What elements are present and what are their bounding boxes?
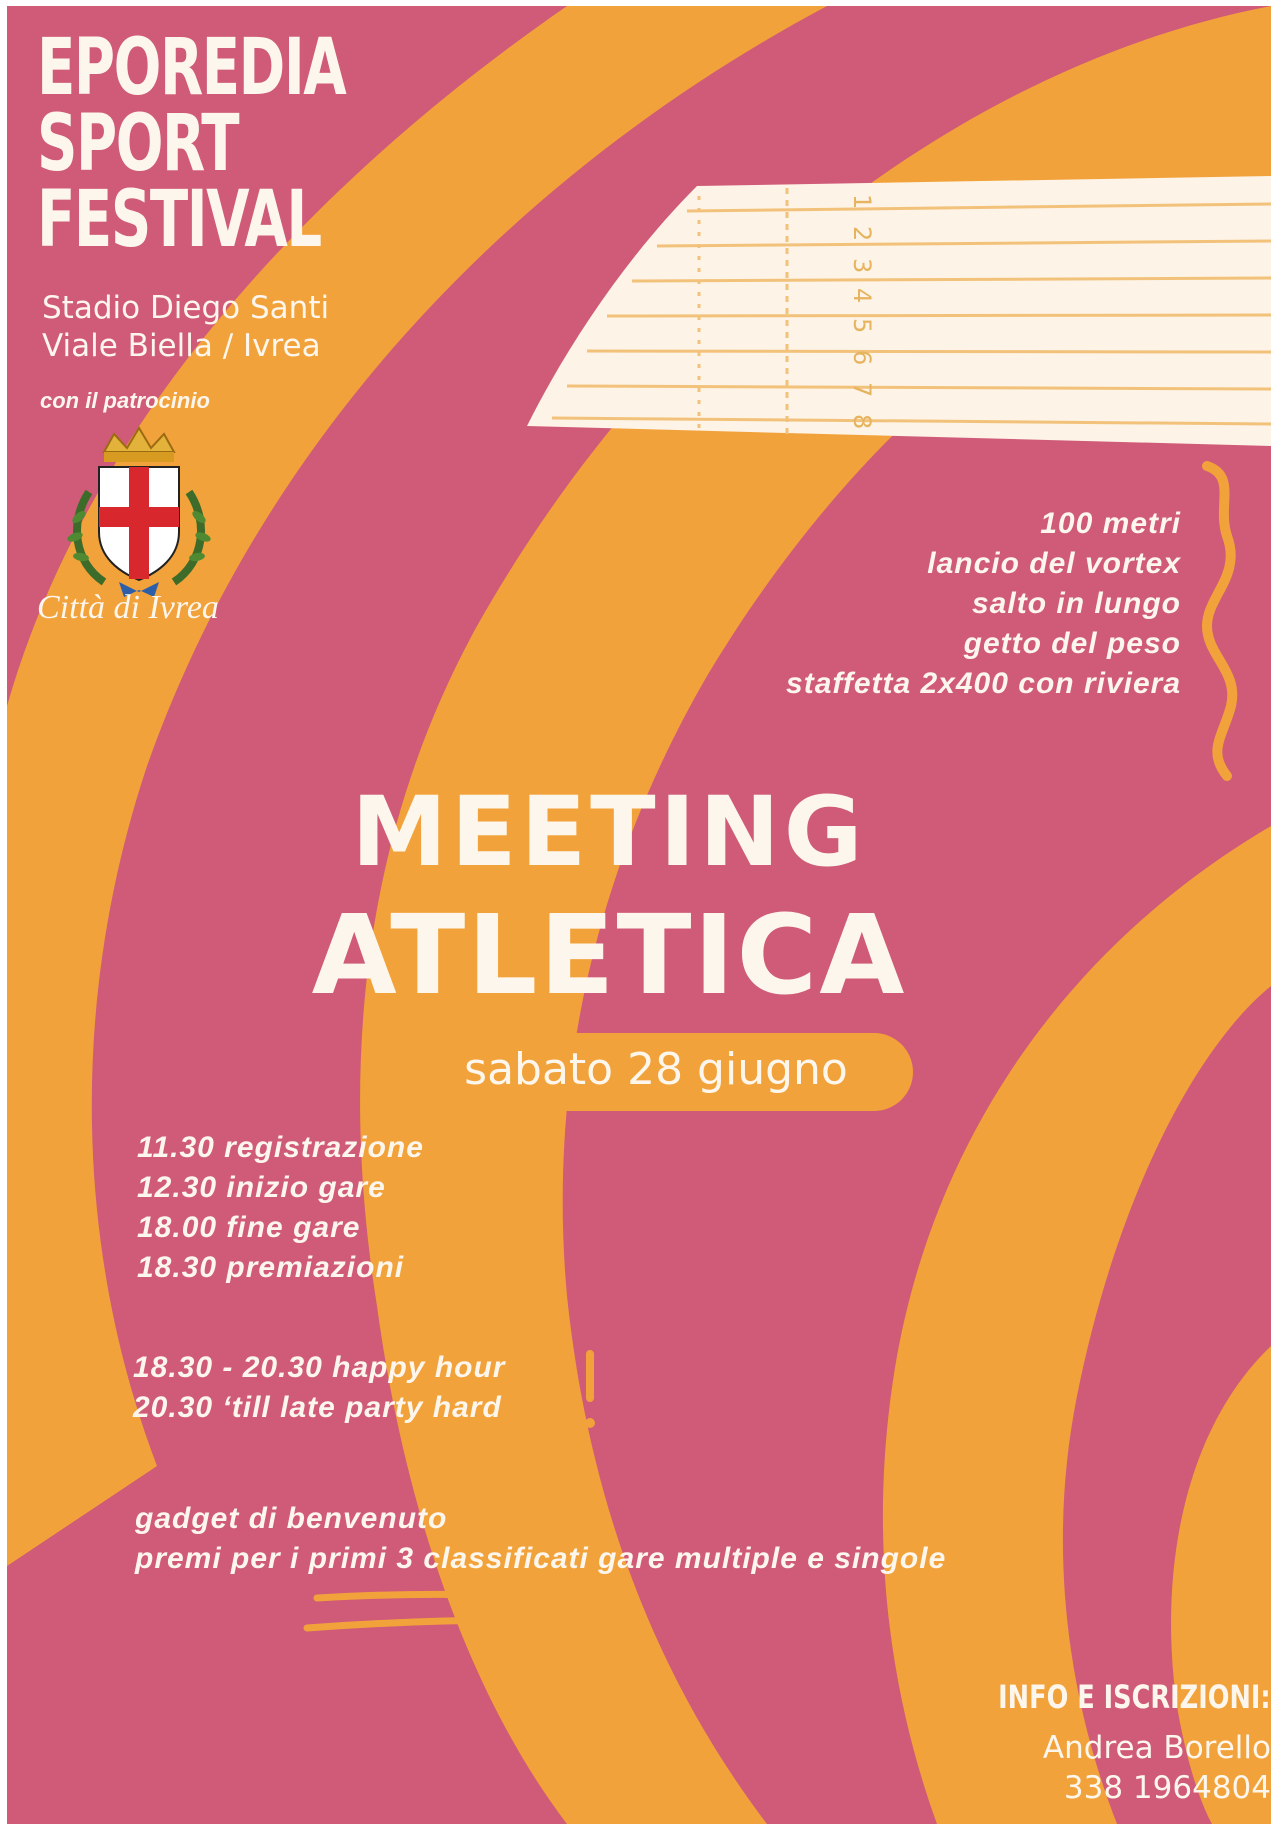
schedule-item: 12.30 inizio gare [137,1171,386,1204]
event-item: salto in lungo [972,587,1181,620]
contact-phone[interactable]: 338 1964804 [1063,1770,1271,1806]
event-item: lancio del vortex [927,547,1181,580]
festival-title-line: EPOREDIA [37,23,346,113]
festival-title [37,23,346,265]
headline-line-1: MEETING [351,776,867,888]
headline-line-2: ATLETICA [311,891,907,1019]
schedule-item: 18.00 fine gare [137,1211,361,1244]
evening-program [133,1348,505,1428]
lane-number-8: 8 [848,414,876,430]
patronage-label: con il patrocinio [40,388,210,413]
venue-name: Stadio Diego Santi [42,290,330,326]
event-item: getto del peso [963,627,1181,660]
lane-number-2: 2 [848,226,876,242]
lane-number-6: 6 [848,350,876,366]
exclamation-dot [585,1418,595,1428]
festival-title-line: SPORT [37,99,239,189]
exclamation-stroke [586,1350,594,1402]
underline-stroke-1 [317,1594,507,1598]
lane-number-3: 3 [848,258,876,274]
event-poster [7,6,1271,1824]
event-item: 100 metri [1040,507,1181,540]
squiggle-decoration [1207,466,1232,776]
city-crest-logo [59,422,219,602]
extras-item: gadget di benvenuto [135,1502,448,1535]
event-list [786,504,1181,704]
city-name-logotype: Città di Ivrea [37,589,219,626]
info-title: INFO E ISCRIZIONI: [998,1678,1271,1716]
schedule-item: 18.30 premiazioni [137,1251,405,1284]
venue-street: Viale Biella / Ivrea [42,328,321,364]
lane-number-5: 5 [848,318,876,334]
festival-title-line: FESTIVAL [37,175,321,265]
evening-item: 20.30 ‘till late party hard [133,1391,502,1424]
lane-number-7: 7 [848,382,876,398]
schedule-item: 11.30 registrazione [137,1131,424,1164]
venue-address [42,289,329,365]
contact-block [1043,1728,1271,1808]
extras-item: premi per i primi 3 classificati gare multiple e singole [135,1542,947,1575]
lane-numbers [842,188,882,438]
extras-list [135,1499,946,1579]
event-item: staffetta 2x400 con riviera [786,667,1181,700]
schedule-list [137,1128,424,1288]
event-date: sabato 28 giugno [464,1044,848,1095]
evening-item: 18.30 - 20.30 happy hour [133,1351,506,1384]
contact-name: Andrea Borello [1042,1730,1271,1766]
running-track [527,176,1271,446]
lane-number-1: 1 [848,194,876,210]
lane-number-4: 4 [848,288,876,304]
